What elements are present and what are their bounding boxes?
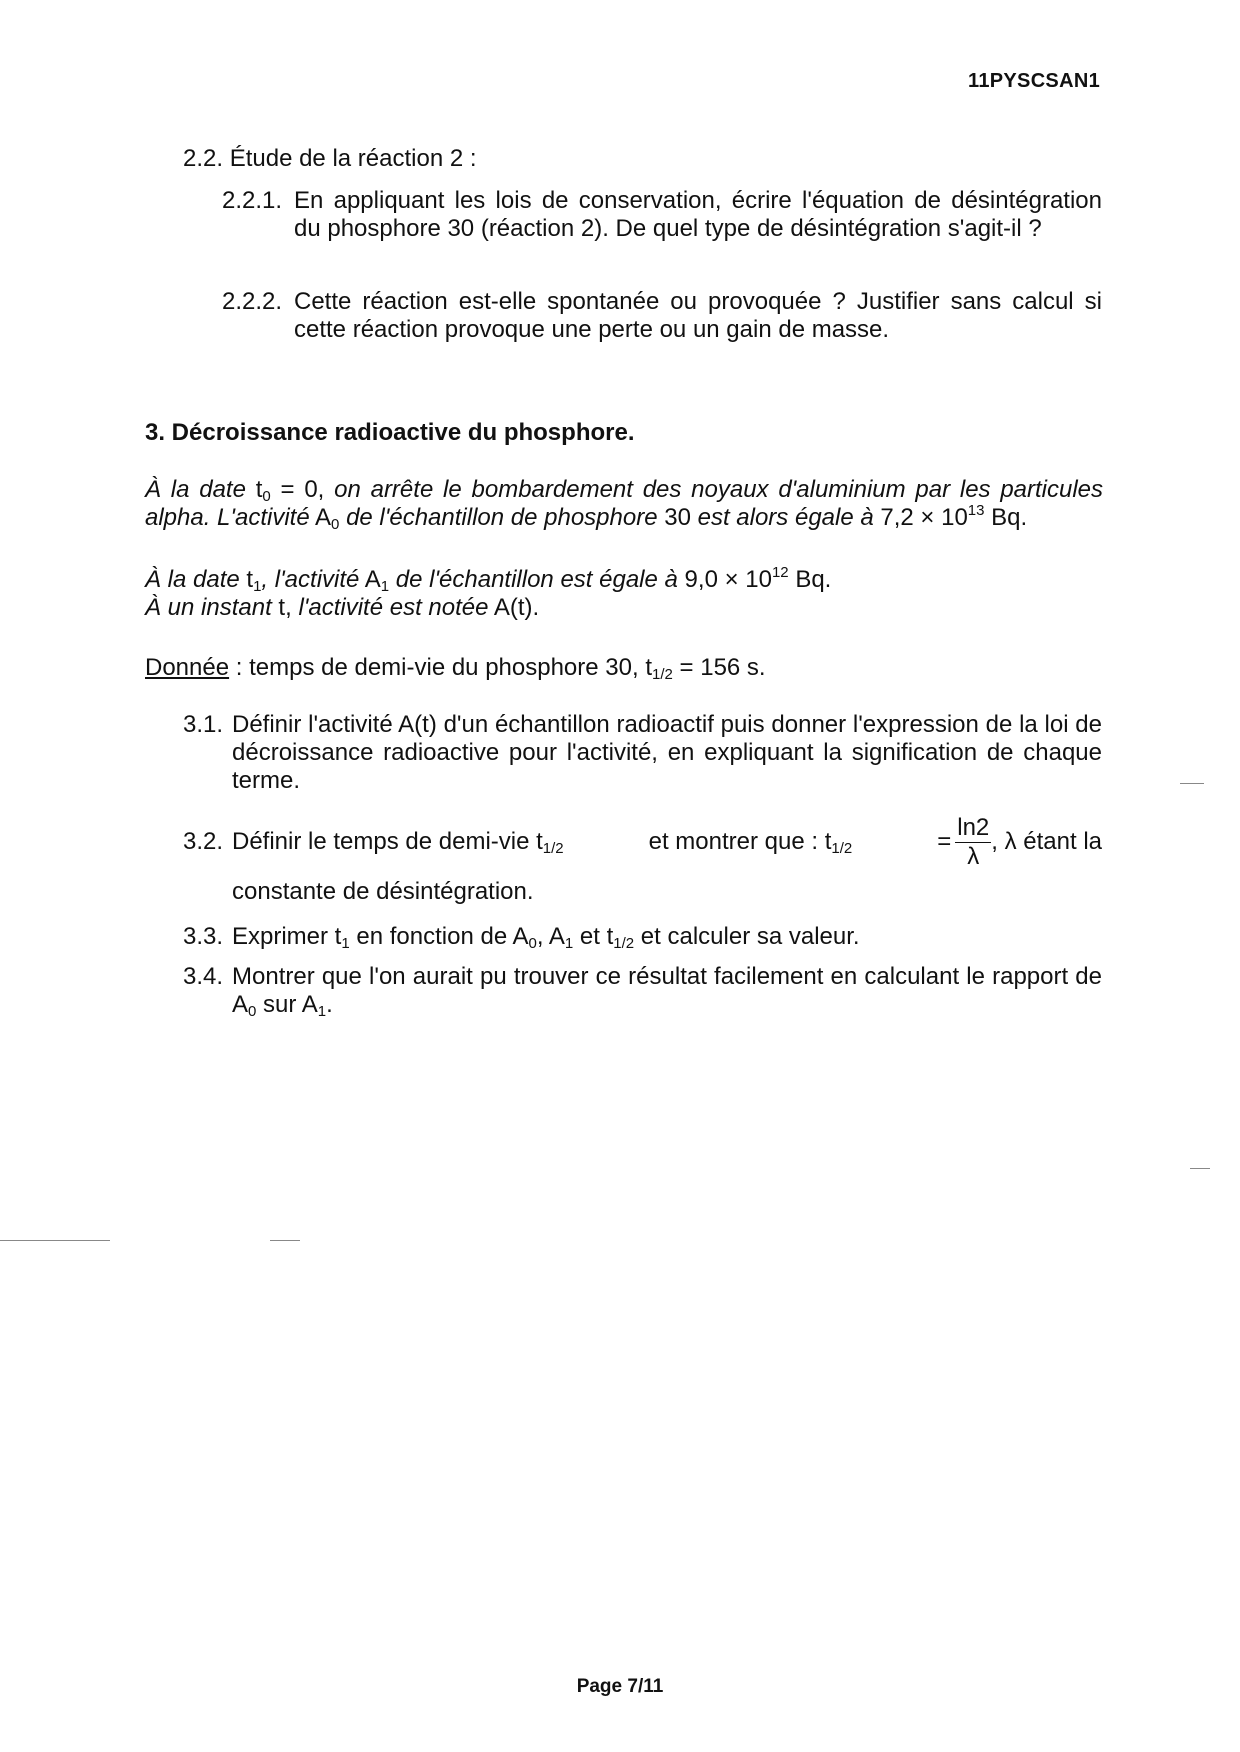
q222-text: Cette réaction est-elle spontanée ou provoquée ? Justifier sans calcul si cette réaction provoque une perte ou un gain de masse. [294,288,1102,343]
A0-symbol: $A_0$ [315,504,340,533]
fraction-denominator: λ [967,842,980,870]
q32-equals: = [937,828,952,855]
q33-text: Exprimer $t_1$ en fonction de $A_0$, $A_1$ et $t_{1/2}$ et calculer sa valeur. [232,923,860,952]
q34-number: 3.4. [183,963,224,990]
intro-p2-c: de l'échantillon est égale à [395,566,678,593]
q32-text-c: , λ étant la [991,828,1103,855]
intro-p3-b: l'activité est notée [298,594,489,621]
scan-artifact [0,1240,110,1241]
A0-value: $7,2 \times 10^{13}$ Bq. [880,502,1028,531]
q33-number: 3.3. [183,923,224,950]
intro-p1-c: on arrête le bombardement des noyaux d'aluminium par les particules alpha. L'activité [145,476,1104,531]
A1-value: $9,0 \times 10^{12}$ Bq. [684,564,832,593]
section-3-title: 3. Décroissance radioactive du phosphore. [145,419,635,446]
intro-p3-a: À un instant [145,594,272,621]
fraction-numerator: ln2 [957,813,990,841]
donnee-text: : temps de demi-vie du phosphore 30, $t_{1/2}$ [235,654,673,683]
scan-artifact [1190,1168,1210,1169]
intro-p2-b: , l'activité [261,566,360,593]
intro-p3-A: A(t). [493,594,540,621]
intro-p2-a: À la date [145,566,240,593]
page-number: Page 7/11 [576,1676,664,1697]
t1-symbol: $t_1$ [246,566,262,595]
section-3-intro-p2 [145,566,1103,594]
ln2-over-lambda-fraction [955,814,991,871]
intro-p1-e: 30 [664,504,691,531]
donnee-value: = 156 s. [679,654,766,681]
q31-text: Définir l'activité A(t) d'un échantillon radioactif puis donner l'expression de la loi de décroissance radioactive pour l'activité, en expliquant la signification de chaque terme. [232,711,1102,794]
q222-number: 2.2.2. [222,288,283,315]
intro-p3-t: t, [278,594,292,621]
scan-artifact [1180,783,1204,784]
q32-text-d: constante de désintégration. [232,878,534,905]
scan-artifact [270,1240,300,1241]
q221-text: En appliquant les lois de conservation, écrire l'équation de désintégration du phosphore 30 (réaction 2). De quel type de désintégration s'agit-il ? [294,187,1102,242]
document-code: 11PYSCSAN1 [968,70,1100,92]
section-3-intro-p1 [145,476,1103,532]
donnee-line [145,654,1103,682]
q32-line1 [232,808,1102,876]
intro-p1-b: = 0, [280,476,325,503]
t0-symbol: $t_0$ [255,476,271,505]
q32-text-b: et montrer que : $t_{1/2}$ [648,828,853,857]
donnee-label: Donnée [145,654,230,681]
q34-text: Montrer que l'on aurait pu trouver ce résultat facilement en calculant le rapport de $A_0$ sur $A_1$. [232,963,1102,1020]
intro-p1-f: est alors égale à [697,504,874,531]
A1-symbol: $A_1$ [364,566,390,595]
intro-p1-d: de l'échantillon de phosphore [346,504,658,531]
section-3-intro-p3 [145,594,1103,622]
q221-number: 2.2.1. [222,187,283,214]
intro-p1-a: À la date [145,476,246,503]
section-2-2-title: 2.2. Étude de la réaction 2 : [183,145,477,172]
q32-number: 3.2. [183,828,224,855]
q31-number: 3.1. [183,711,224,738]
q32-text-a: Définir le temps de demi-vie $t_{1/2}$ [232,828,564,857]
